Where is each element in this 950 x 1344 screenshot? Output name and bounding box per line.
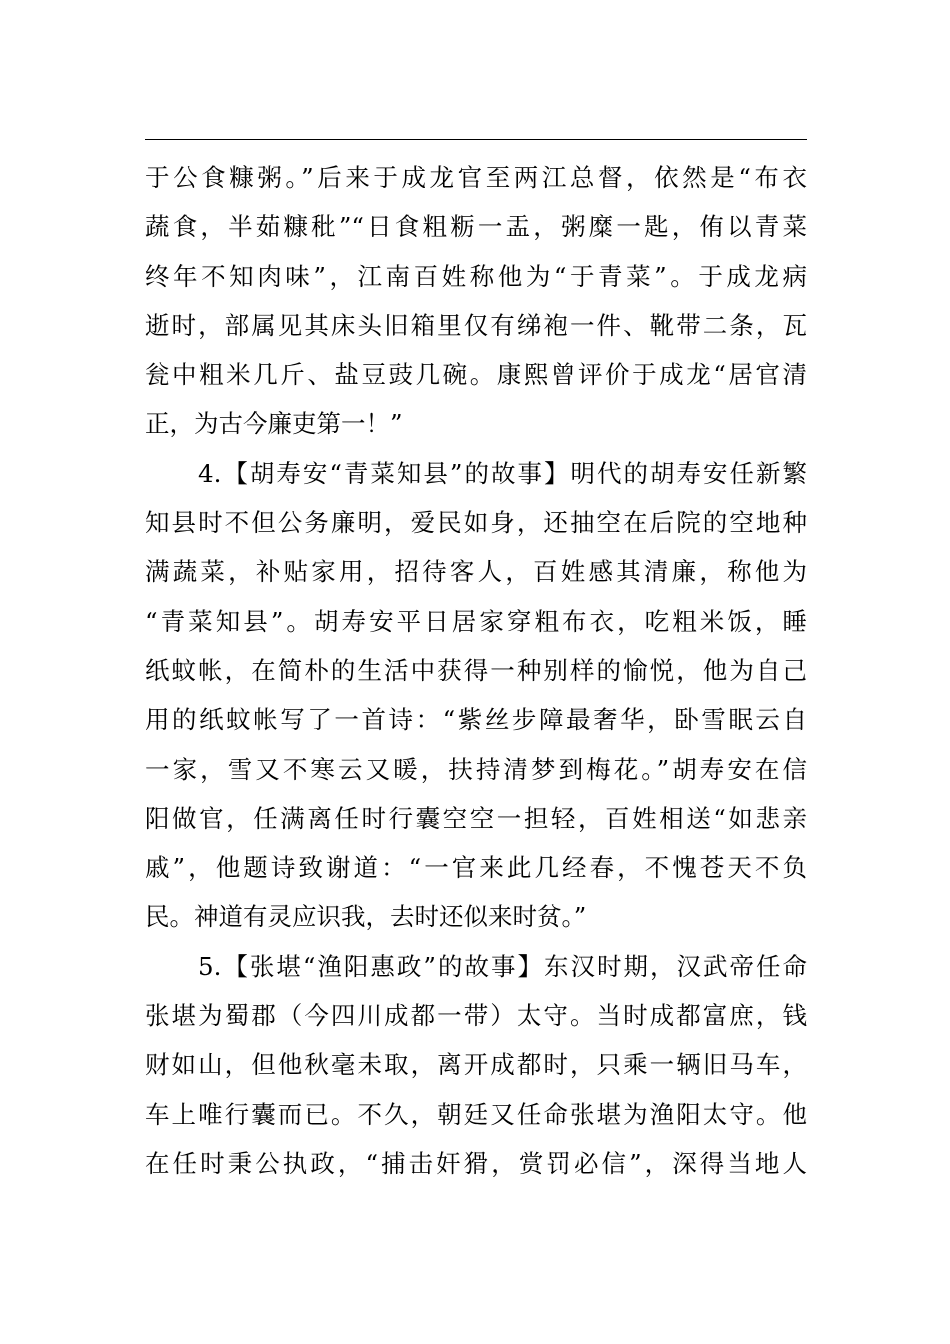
text-line: 终年不知肉味”，江南百姓称他为“于青菜”。于成龙病 (145, 261, 807, 291)
text-line: 知县时不但公务廉明，爱民如身，还抽空在后院的空地种 (145, 508, 807, 538)
text-line: 逝时，部属见其床头旧箱里仅有绨袍一件、靴带二条，瓦 (145, 310, 807, 340)
text-line: “青菜知县”。胡寿安平日居家穿粗布衣，吃粗米饭，睡 (145, 606, 807, 636)
body-text (145, 153, 807, 1188)
text-line: 车上唯行囊而已。不久，朝廷又任命张堪为渔阳太守。他 (145, 1099, 807, 1129)
text-line: 于公食糠粥。”后来于成龙官至两江总督，依然是“布衣 (145, 163, 807, 192)
text-line: 正，为古今廉吏第一！” (145, 409, 403, 439)
text-line: 阳做官，任满离任时行囊空空一担轻，百姓相送“如悲亲 (145, 803, 807, 833)
text-line: 财如山，但他秋毫未取，离开成都时，只乘一辆旧马车， (145, 1050, 807, 1080)
text-line: 一家，雪又不寒云又暖，扶持清梦到梅花。”胡寿安在信 (145, 754, 807, 784)
text-line: 民。神道有灵应识我，去时还似来时贫。” (145, 902, 587, 932)
text-line: 张堪为蜀郡（今四川成都一带）太守。当时成都富庶，钱 (145, 1001, 807, 1031)
text-line: 蔬食，半茹糠秕”“日食粗粝一盂，粥糜一匙，侑以青菜 (145, 212, 807, 242)
text-line: 用的纸蚊帐写了一首诗：“紫丝步障最奢华，卧雪眠云自 (145, 705, 807, 735)
text-line: 戚”，他题诗致谢道：“一官来此几经春，不愧苍天不负 (145, 853, 807, 883)
text-line: 瓮中粗米几斤、盐豆豉几碗。康熙曾评价于成龙“居官清 (145, 360, 807, 390)
text-line: 在任时秉公执政，“捕击奸猾，赏罚必信”，深得当地人 (145, 1148, 807, 1178)
text-line: 满蔬菜，补贴家用，招待客人，百姓感其清廉，称他为 (145, 557, 807, 587)
header-rule (145, 139, 807, 140)
text-line: 纸蚊帐，在简朴的生活中获得一种别样的愉悦，他为自己 (145, 655, 807, 685)
text-line: 5.【张堪“渔阳惠政”的故事】东汉时期，汉武帝任命 (145, 951, 807, 981)
text-line: 4.【胡寿安“青菜知县”的故事】明代的胡寿安任新繁 (145, 458, 807, 488)
